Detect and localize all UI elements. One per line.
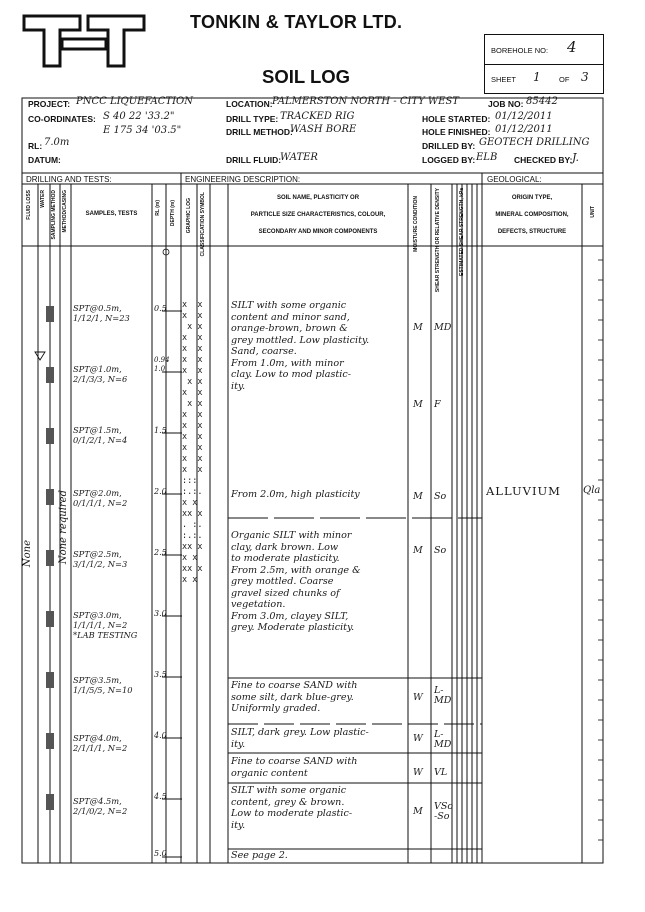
- graphic-log-row: x x: [182, 498, 198, 508]
- graphic-log-row: x x: [182, 399, 203, 409]
- hole-finished-label: HOLE FINISHED:: [422, 127, 491, 137]
- sample-spt-1-5: SPT@1.5m, 0/1/2/1, N=4: [73, 425, 128, 445]
- sample-spt-1-0: SPT@1.0m, 2/1/3/3, N=6: [73, 364, 128, 384]
- sample-spt-2-5: SPT@2.5m, 3/1/1/2, N=3: [73, 549, 128, 569]
- depth-mark: 1.5: [154, 426, 167, 435]
- strength-value: So: [434, 545, 447, 556]
- graphic-log-row: x x: [182, 553, 198, 563]
- layer-description: Organic SILT with minor clay, dark brown. Low to moderate plasticity. From 2.5m, with orange & grey mottled. Coarse gravel sized chunks of vegetation. From 3.0m, clayey SILT, grey. Moderate plasticity.: [231, 530, 361, 633]
- drill-type-value: TRACKED RIG: [280, 111, 355, 122]
- graphic-log-row: xx x: [182, 564, 203, 574]
- graphic-log-row: x x: [182, 355, 203, 365]
- job-label: JOB NO:: [488, 99, 524, 109]
- logged-by-label: LOGGED BY:: [422, 155, 476, 165]
- graphic-log-row: xx x: [182, 542, 203, 552]
- graphic-log-row: x x: [182, 575, 198, 585]
- drill-method-label: DRILL METHOD:: [226, 127, 293, 137]
- moisture-value: M: [413, 322, 423, 333]
- drill-type-label: DRILL TYPE:: [226, 114, 279, 124]
- graphic-log-row: x x: [182, 322, 203, 332]
- unit-value: Qla: [583, 485, 601, 496]
- col-shear: SHEAR STRENGTH OR RELATIVE DENSITY: [435, 188, 441, 293]
- col-water: WATER: [40, 190, 46, 208]
- moisture-value: M: [413, 545, 423, 556]
- depth-mark: 3.0: [154, 609, 167, 618]
- col-soil-name: SOIL NAME, PLASTICITY OR PARTICLE SIZE CHARACTERISTICS, COLOUR, SECONDARY AND MINOR COMPONENTS: [250, 195, 386, 235]
- origin-value: ALLUVIUM: [486, 484, 561, 498]
- page-title: SOIL LOG: [262, 66, 351, 87]
- layer-description: Fine to coarse SAND with some silt, dark blue-grey. Uniformly graded.: [231, 680, 358, 714]
- graphic-log-row: :.:.: [182, 531, 203, 541]
- rl-value: 7.0m: [44, 137, 70, 148]
- graphic-log-row: x x: [182, 443, 203, 453]
- moisture-value: W: [413, 692, 423, 703]
- graphic-log-row: . :.: [182, 520, 203, 530]
- coordinates-east: E 175 34 '03.5": [103, 125, 182, 136]
- datum-label: DATUM:: [28, 155, 61, 165]
- logged-by-value: ELB: [476, 152, 498, 163]
- graphic-log-row: x x: [182, 421, 203, 431]
- rl-label: RL:: [28, 141, 43, 151]
- strength-value: VSo -So: [434, 801, 454, 822]
- drill-method-value: WASH BORE: [290, 124, 357, 135]
- sample-spt-4-0: SPT@4.0m, 2/1/1/1, N=2: [73, 733, 128, 753]
- layer-description: Fine to coarse SAND with organic content: [231, 756, 358, 779]
- layer-description: SILT with some organic content and minor sand, orange-brown, brown & grey mottled. Low plasticity. Sand, coarse. From 1.0m, with minor clay. Low to mod plastic- ity.: [231, 300, 370, 392]
- hole-started-label: HOLE STARTED:: [422, 114, 491, 124]
- location-value: PALMERSTON NORTH - CITY WEST: [272, 96, 459, 107]
- col-estimated-shear: ESTIMATED SHEAR STRENGTH, kPa: [459, 188, 465, 276]
- graphic-log-row: x x: [182, 333, 203, 343]
- layer-description: From 2.0m, high plasticity: [231, 489, 360, 500]
- graphic-log-row: :::: [182, 476, 198, 486]
- col-unit: UNIT: [590, 206, 596, 218]
- depth-mark: 0.94 1.0: [154, 356, 170, 373]
- drill-fluid-value: WATER: [280, 152, 318, 163]
- col-depth: DEPTH (m): [170, 200, 176, 227]
- graphic-log-row: xx x: [182, 509, 203, 519]
- coordinates-south: S 40 22 '33.2": [103, 111, 175, 122]
- graphic-log-row: x x: [182, 311, 203, 321]
- of-label: OF: [559, 75, 570, 84]
- graphic-log-row: :.:.: [182, 487, 203, 497]
- drill-fluid-label: DRILL FLUID:: [226, 155, 282, 165]
- col-graphic-log: GRAPHIC LOG: [186, 198, 192, 234]
- job-value: 85442: [526, 96, 558, 107]
- col-classification: CLASSIFICATION SYMBOL: [200, 192, 206, 257]
- depth-mark: 0.5: [154, 304, 167, 313]
- checked-by-value: J.: [572, 151, 580, 164]
- method-note: None required: [58, 490, 69, 565]
- sample-spt-3-0: SPT@3.0m, 1/1/1/1, N=2 *LAB TESTING: [73, 610, 138, 640]
- sheet-number: 1: [533, 70, 541, 84]
- drilled-by-value: GEOTECH DRILLING: [479, 137, 590, 148]
- graphic-log-row: x x: [182, 300, 203, 310]
- project-value: PNCC LIQUEFACTION: [76, 96, 193, 107]
- graphic-log-row: x x: [182, 454, 203, 464]
- strength-value: L- MD: [434, 685, 452, 706]
- water-level-marker: [35, 352, 45, 360]
- col-moisture: MOISTURE CONDITION: [413, 196, 419, 252]
- graphic-log-row: x x: [182, 377, 203, 387]
- layer-description: SILT, dark grey. Low plastic- ity.: [231, 727, 369, 750]
- depth-mark: 5.0: [154, 849, 167, 858]
- sheet-label: SHEET: [491, 75, 517, 84]
- graphic-log-row: x x: [182, 465, 203, 475]
- layer-description: SILT with some organic content, grey & brown. Low to moderate plastic- ity.: [231, 785, 353, 831]
- strength-value: F: [434, 399, 441, 410]
- moisture-value: M: [413, 399, 423, 410]
- sample-spt-4-5: SPT@4.5m, 2/1/0/2, N=2: [73, 796, 128, 816]
- borehole-number: 4: [567, 38, 577, 56]
- section-engineering: ENGINEERING DESCRIPTION:: [185, 175, 301, 184]
- depth-mark: 4.0: [154, 731, 167, 740]
- depth-mark: 2.0: [154, 487, 167, 496]
- col-fluid-loss: FLUID LOSS: [26, 190, 32, 220]
- coordinates-label: CO-ORDINATES:: [28, 114, 96, 124]
- company-name: TONKIN & TAYLOR LTD.: [190, 12, 403, 32]
- strength-value: MD: [434, 322, 452, 333]
- moisture-value: W: [413, 733, 423, 744]
- graphic-log-row: x x: [182, 410, 203, 420]
- fluid-loss-note: None: [22, 540, 33, 568]
- sample-spt-0-5: SPT@0.5m, 1/12/1, N=23: [73, 303, 130, 323]
- graphic-log-row: x x: [182, 344, 203, 354]
- col-rl: RL (m): [155, 200, 161, 216]
- sample-spt-3-5: SPT@3.5m, 1/1/5/5, N=10: [73, 675, 133, 695]
- section-drilling: DRILLING AND TESTS:: [26, 175, 112, 184]
- graphic-log: [182, 300, 210, 586]
- strength-value: L- MD: [434, 729, 452, 750]
- depth-mark: 2.5: [154, 548, 167, 557]
- hole-started-value: 01/12/2011: [495, 111, 553, 122]
- strength-value: So: [434, 491, 447, 502]
- moisture-value: M: [413, 806, 423, 817]
- sample-spt-2-0: SPT@2.0m, 0/1/1/1, N=2: [73, 488, 128, 508]
- borehole-label: BOREHOLE NO:: [491, 46, 549, 55]
- graphic-log-row: x x: [182, 432, 203, 442]
- layer-description: See page 2.: [231, 850, 288, 861]
- hole-finished-value: 01/12/2011: [495, 124, 553, 135]
- col-samples: SAMPLES, TESTS: [85, 211, 138, 217]
- graphic-log-row: x x: [182, 388, 203, 398]
- strength-value: VL: [434, 767, 448, 778]
- depth-mark: 4.5: [154, 792, 167, 801]
- graphic-log-row: x x: [182, 366, 203, 376]
- moisture-value: W: [413, 767, 423, 778]
- location-label: LOCATION:: [226, 99, 273, 109]
- project-label: PROJECT:: [28, 99, 71, 109]
- col-origin: ORIGIN TYPE, MINERAL COMPOSITION, DEFECTS, STRUCTURE: [495, 195, 569, 235]
- col-sampling-method: SAMPLING METHOD: [51, 190, 57, 240]
- drilled-by-label: DRILLED BY:: [422, 141, 476, 151]
- section-geological: GEOLOGICAL:: [487, 175, 542, 184]
- moisture-value: M: [413, 491, 423, 502]
- col-method-casing: METHOD/CASING: [62, 190, 68, 233]
- sheet-total: 3: [581, 70, 589, 84]
- depth-mark: 3.5: [154, 670, 167, 679]
- checked-by-label: CHECKED BY:: [514, 155, 573, 165]
